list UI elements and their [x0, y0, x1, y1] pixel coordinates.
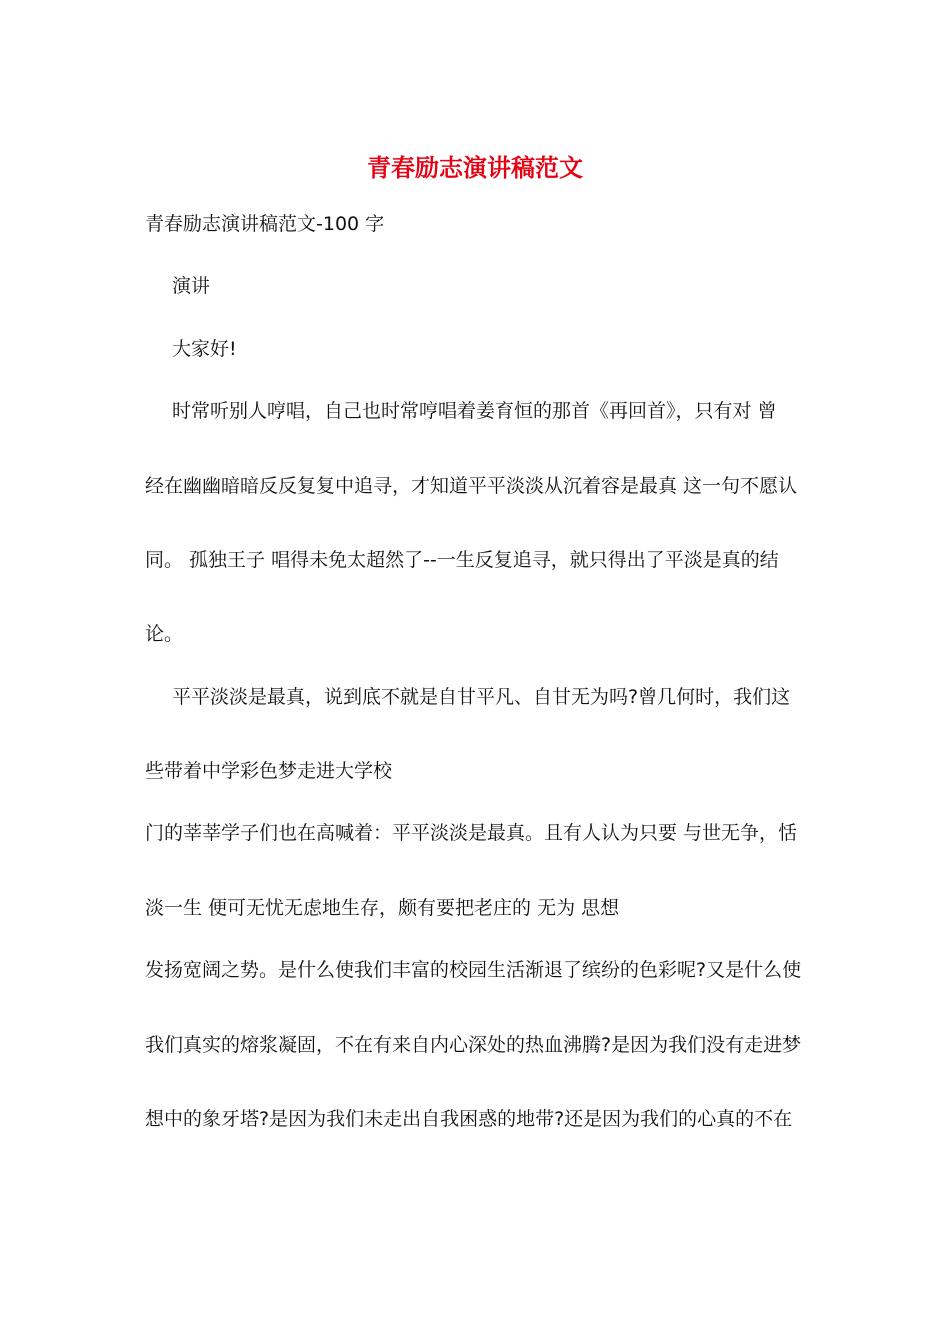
paragraph-line: 门的莘莘学子们也在高喊着：平平淡淡是最真。且有人认为只要 与世无争，恬	[145, 822, 798, 844]
paragraph-line: 淡一生 便可无忧无虑地生存，颇有要把老庄的 无为 思想	[145, 897, 620, 919]
paragraph-line: 论。	[145, 623, 184, 645]
paragraph-line: 大家好!	[172, 338, 237, 360]
paragraph-line: 想中的象牙塔?是因为我们未走出自我困惑的地带?还是因为我们的心真的不在	[145, 1108, 793, 1130]
paragraph-line: 些带着中学彩色梦走进大学校	[145, 760, 393, 782]
paragraph-line: 我们真实的熔浆凝固，不在有来自内心深处的热血沸腾?是因为我们没有走进梦	[145, 1034, 802, 1056]
paragraph-line: 平平淡淡是最真，说到底不就是自甘平凡、自甘无为吗?曾几何时，我们这	[172, 686, 791, 708]
paragraph-line: 发扬宽阔之势。是什么使我们丰富的校园生活渐退了缤纷的色彩呢?又是什么使	[145, 959, 802, 981]
paragraph-line: 经在幽幽暗暗反反复复中追寻，才知道平平淡淡从沉着容是最真 这一句不愿认	[145, 475, 798, 497]
paragraph-line: 演讲	[172, 275, 211, 297]
paragraph-line: 时常听别人哼唱，自己也时常哼唱着姜育恒的那首《再回首》，只有对 曾	[172, 400, 777, 422]
document-title: 青春励志演讲稿范文	[367, 153, 583, 182]
subtitle-line: 青春励志演讲稿范文-100 字	[145, 213, 385, 235]
paragraph-line: 同。 孤独王子 唱得未免太超然了--一生反复追寻，就只得出了平淡是真的结	[145, 549, 779, 571]
